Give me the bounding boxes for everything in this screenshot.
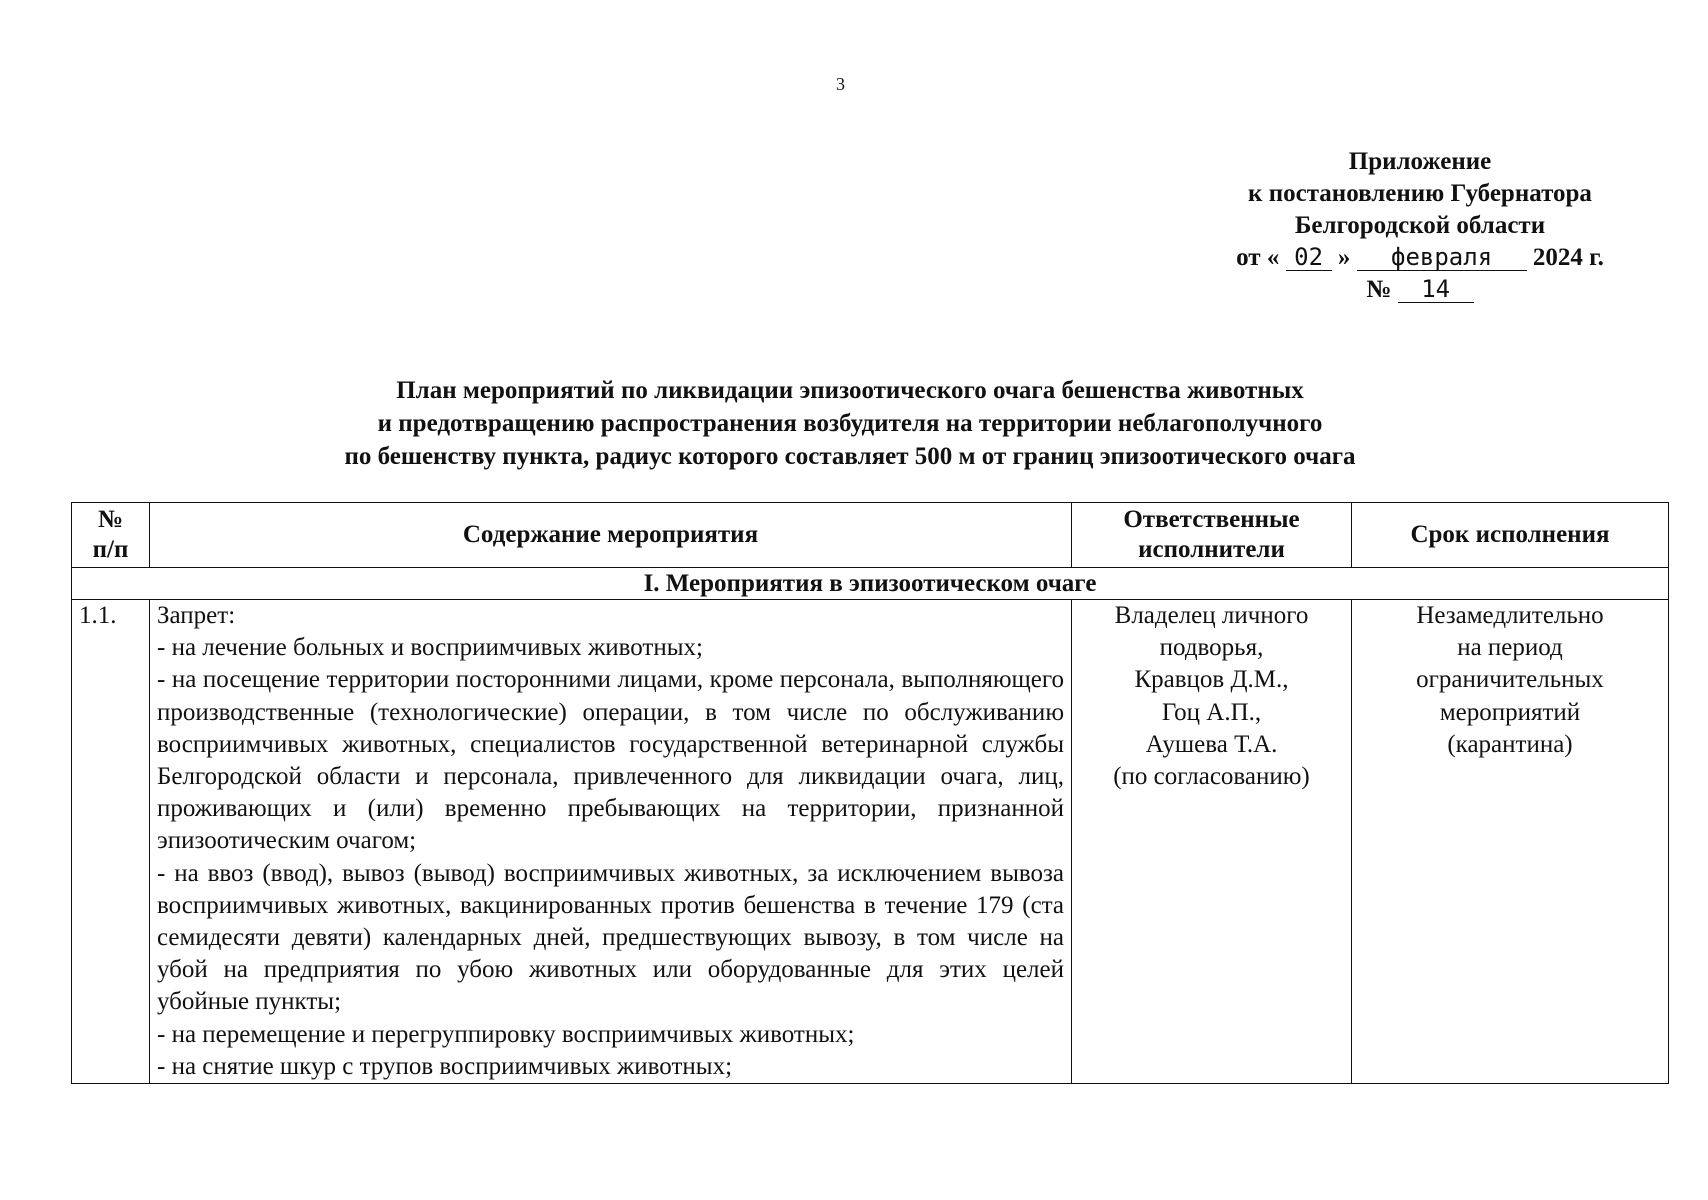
date-day: 02 xyxy=(1286,244,1332,271)
appendix-number xyxy=(1200,274,1640,306)
header-content: Содержание мероприятия xyxy=(150,503,1072,568)
appendix-date xyxy=(1200,242,1640,274)
date-mid: » xyxy=(1337,244,1351,271)
header-responsible: Ответственные исполнители xyxy=(1072,503,1352,568)
appendix-decree: к постановлению Губернатора xyxy=(1248,180,1592,207)
date-month: февраля xyxy=(1357,244,1527,271)
content-paragraph: Запрет: xyxy=(157,602,236,629)
page-number: 3 xyxy=(836,74,845,94)
content-paragraph: - на ввоз (ввод), вывоз (вывод) восприимчивых животных, за исключением вывоза восприимчивых животных, вакцинированных против бешенства в течение 179 (ста семидесяти девяти) календарных дней, предшествующих вывозу, в том числе на убой на предприятия по убою животных или оборудованные для этих целей убойные пункты; xyxy=(157,859,1064,1016)
row-number: 1.1. xyxy=(72,600,150,1084)
content-paragraph: - на посещение территории посторонними лицами, кроме персонала, выполняющего производственные (технологические) операции, в том числе по обслуживанию восприимчивых животных, специалистов государственной ветеринарной службы Белгородской области и персонала, привлеченного для ликвидации очага, лиц, проживающих и (или) временно пребывающих на территории, признанной эпизоотическим очагом; xyxy=(157,666,1064,855)
appendix-region: Белгородской области xyxy=(1294,212,1546,239)
row-responsible: Владелец личного подворья, Кравцов Д.М., Гоц А.П., Аушева Т.А. (по согласованию) xyxy=(1072,600,1352,1084)
content-paragraph: - на снятие шкур с трупов восприимчивых животных; xyxy=(157,1052,733,1080)
header-number: № п/п xyxy=(72,503,150,568)
plan-table xyxy=(71,502,1669,1084)
title-line-1: План мероприятий по ликвидации эпизоотического очага бешенства животных xyxy=(396,377,1304,404)
content-paragraph: - на перемещение и перегруппировку восприимчивых животных; xyxy=(157,1020,855,1048)
document-title xyxy=(120,374,1580,473)
row-deadline: Незамедлительно на период ограничительных мероприятий (карантина) xyxy=(1352,600,1669,1084)
section-row xyxy=(72,568,1669,600)
title-line-2: и предотвращению распространения возбудителя на территории неблагополучного xyxy=(377,410,1323,437)
number-prefix: № xyxy=(1366,276,1392,303)
row-content xyxy=(150,600,1072,1084)
number-value: 14 xyxy=(1398,276,1474,303)
appendix-title: Приложение xyxy=(1348,148,1492,175)
content-paragraph: - на лечение больных и восприимчивых животных; xyxy=(157,634,703,662)
table-header-row xyxy=(72,503,1669,568)
appendix-block xyxy=(1200,146,1640,306)
table-row xyxy=(72,600,1669,1084)
title-line-3: по бешенству пункта, радиус которого составляет 500 м от границ эпизоотического очага xyxy=(344,443,1356,470)
section-heading: I. Мероприятия в эпизоотическом очаге xyxy=(72,568,1669,600)
date-year: 2024 г. xyxy=(1532,244,1604,271)
date-prefix: от « xyxy=(1236,244,1280,271)
header-deadline: Срок исполнения xyxy=(1352,503,1669,568)
